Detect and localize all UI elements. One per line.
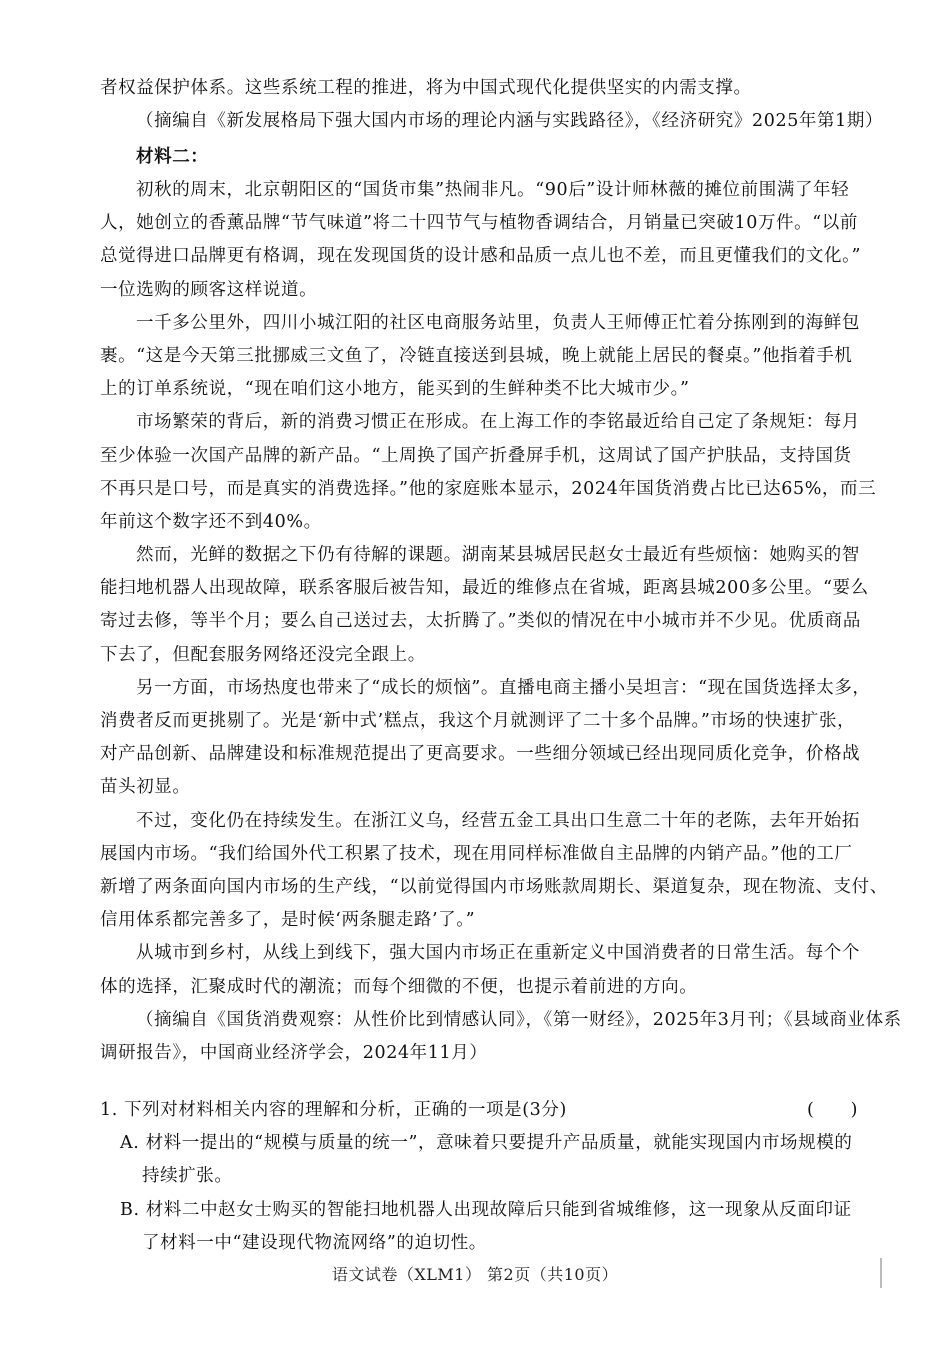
paragraph-line: 对产品创新、品牌建设和标准规范提出了更高要求。一些细分领域已经出现同质化竞争，价格战 bbox=[100, 744, 861, 765]
paragraph-line: 展国内市场。“我们给国外代工积累了技术，现在用同样标准做自主品牌的内销产品。”他的工厂 bbox=[100, 843, 853, 864]
paragraph-line: 人，她创立的香薰品牌“节气味道”将二十四节气与植物香调结合，月销量已突破10万件。“以前 bbox=[100, 213, 859, 234]
paragraph-line: 下去了，但配套服务网络还没完全跟上。 bbox=[100, 644, 426, 665]
section-heading: 材料二： bbox=[136, 147, 209, 167]
source-citation: （摘编自《新发展格局下强大国内市场的理论内涵与实践路径》，《经济研究》2025年第1期） bbox=[136, 111, 884, 132]
paragraph-line: 消费者反而更挑剔了。光是‘新中式’糕点，我这个月就测评了二十多个品牌。”市场的快速扩张， bbox=[100, 711, 856, 731]
paragraph-line: 新增了两条面向国内市场的生产线，“以前觉得国内市场账款周期长、渠道复杂，现在物流、支付、 bbox=[100, 876, 888, 897]
question-stem-row bbox=[100, 1094, 870, 1127]
paragraph-line: 不过，变化仍在持续发生。在浙江义乌，经营五金工具出口生意二十年的老陈，去年开始拓 bbox=[136, 810, 860, 831]
paragraph-line: 苗头初显。 bbox=[100, 777, 191, 798]
paragraph-line: 然而，光鲜的数据之下仍有待解的课题。湖南某县城居民赵女士最近有些烦恼：她购买的智 bbox=[136, 545, 860, 566]
paragraph-line: 从城市到乡村，从线上到线下，强大国内市场正在重新定义中国消费者的日常生活。每个个 bbox=[136, 943, 860, 964]
paragraph-line: 信用体系都完善多了，是时候‘两条腿走路’了。” bbox=[100, 910, 476, 931]
question-stem: 1. 下列对材料相关内容的理解和分析，正确的一项是(3分) bbox=[100, 1100, 567, 1120]
paragraph-line: 一千多公里外，四川小城江阳的社区电商服务站里，负责人王师傅正忙着分拣刚到的海鲜包 bbox=[136, 312, 860, 333]
paragraph-line: 总觉得进口品牌更有格调，现在发现国货的设计感和品质一点儿也不差，而且更懂我们的文化。” bbox=[100, 246, 861, 267]
material2-heading-block bbox=[100, 141, 870, 174]
question-1 bbox=[100, 1094, 870, 1260]
option-b-cont: 了材料一中“建设现代物流网络”的迫切性。 bbox=[142, 1232, 487, 1253]
source-citation: 调研报告》，中国商业经济学会，2024年11月） bbox=[100, 1042, 488, 1063]
paragraph-line: 不再只是口号，而是真实的消费选择。”他的家庭账本显示，2024年国货消费占比已达65%，而三 bbox=[100, 478, 877, 499]
paragraph-line: 年前这个数字还不到40%。 bbox=[100, 511, 322, 532]
material2-body bbox=[100, 174, 902, 1070]
option-a-cont: 持续扩张。 bbox=[142, 1166, 233, 1187]
material1-tail bbox=[100, 72, 884, 138]
paragraph-line: 至少体验一次国产品牌的新产品。“上周换了国产折叠屏手机，这周试了国产护肤品，支持国货 bbox=[100, 445, 852, 466]
paragraph-line: 裹。“这是今天第三批挪威三文鱼了，冷链直接送到县城，晚上就能上居民的餐桌。”他指着手机 bbox=[100, 345, 853, 366]
paragraph-line: 寄过去修，等半个月；要么自己送过去，太折腾了。”类似的情况在中小城市并不少见。优质商品 bbox=[100, 611, 861, 632]
paragraph-line: 另一方面，市场热度也带来了“成长的烦恼”。直播电商主播小吴坦言：“现在国货选择太多， bbox=[136, 677, 871, 698]
answer-blank: ( ) bbox=[806, 1100, 858, 1120]
paragraph-line: 初秋的周末，北京朝阳区的“国货市集”热闹非凡。“90后”设计师林薇的摊位前围满了年轻 bbox=[136, 180, 850, 200]
paragraph-line: 一位选购的顾客这样说道。 bbox=[100, 279, 318, 300]
paragraph-line: 能扫地机器人出现故障，联系客服后被告知，最近的维修点在省城，距离县城200多公里。“要么 bbox=[100, 578, 869, 599]
text-line: 者权益保护体系。这些系统工程的推进，将为中国式现代化提供坚实的内需支撑。 bbox=[100, 78, 752, 98]
scan-edge-mark bbox=[880, 1258, 882, 1288]
source-citation: （摘编自《国货消费观察：从性价比到情感认同》，《第一财经》，2025年3月刊；《县域商业体系 bbox=[136, 1009, 902, 1030]
option-b: B. 材料二中赵女士购买的智能扫地机器人出现故障后只能到省城维修，这一现象从反面印证 bbox=[120, 1199, 852, 1220]
page-footer: 语文试卷（XLM1） 第2页（共10页） bbox=[331, 1265, 619, 1284]
paragraph-line: 体的选择，汇聚成时代的潮流；而每个细微的不便，也提示着前进的方向。 bbox=[100, 976, 698, 997]
option-a: A. 材料一提出的“规模与质量的统一”，意味着只要提升产品质量，就能实现国内市场规模的 bbox=[120, 1133, 853, 1154]
paragraph-line: 上的订单系统说，“现在咱们这小地方，能买到的生鲜种类不比大城市少。” bbox=[100, 379, 690, 400]
paragraph-line: 市场繁荣的背后，新的消费习惯正在形成。在上海工作的李铭最近给自己定了条规矩：每月 bbox=[136, 412, 860, 433]
